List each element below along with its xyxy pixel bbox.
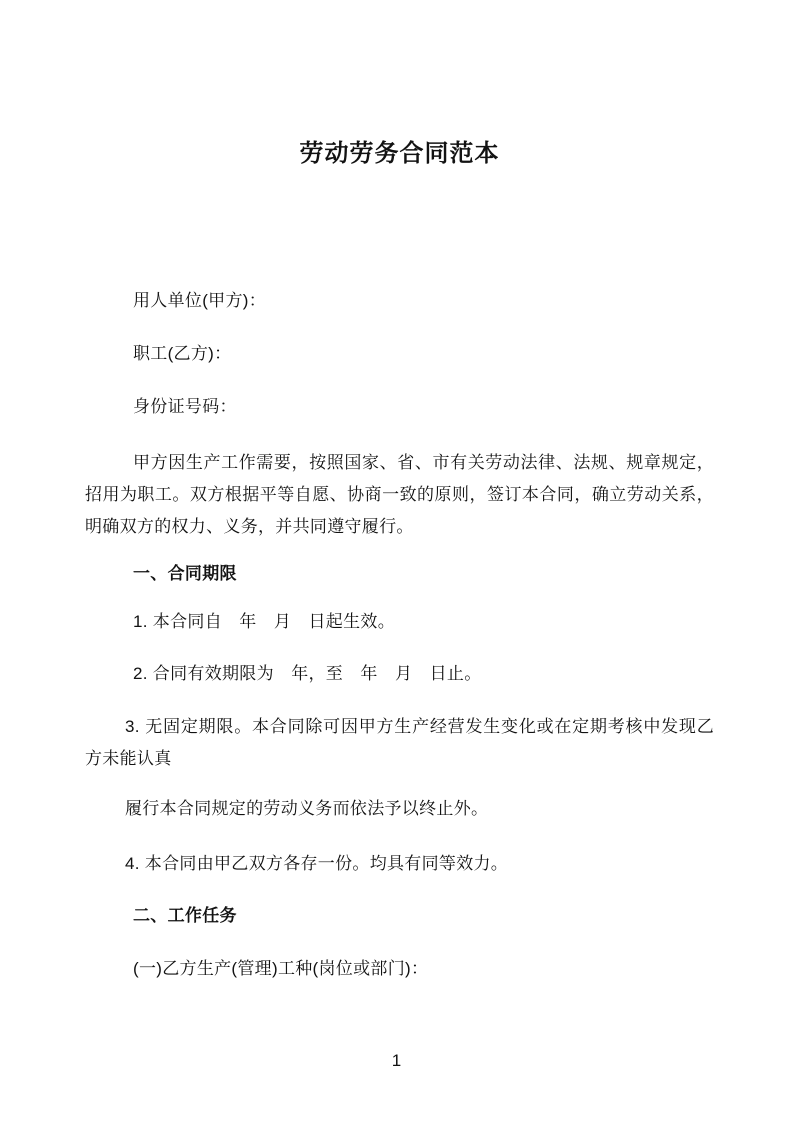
work-type-item: (一)乙方生产(管理)工种(岗位或部门)： [133,959,429,978]
contract-item-1: 1. 本合同自 年 月 日起生效。 [133,612,396,631]
contract-item-4: 4. 本合同由甲乙双方各存一份。均具有同等效力。 [125,854,509,873]
party-b-label: 职工(乙方)： [133,344,232,363]
page-number: 1 [391,1051,402,1070]
document-title: 劳动劳务合同范本 [299,140,500,167]
party-a-label: 用人单位(甲方)： [133,291,267,310]
intro-paragraph: 甲方因生产工作需要，按照国家、省、市有关劳动法律、法规、规章规定，招用为职工。双方根据平等自愿、协商一致的原则，签订本合同，确立劳动关系，明确双方的权力、义务，并共同遵守履行。 [85,453,714,536]
id-number-label: 身份证号码： [133,397,237,416]
section-1-heading: 一、合同期限 [133,564,237,583]
section-2-heading: 二、工作任务 [133,906,237,925]
contract-item-2: 2. 合同有效期限为 年，至 年 月 日止。 [133,664,482,683]
contract-item-3-continued: 履行本合同规定的劳动义务而依法予以终止外。 [125,799,489,818]
contract-item-3: 3. 无固定期限。本合同除可因甲方生产经营发生变化或在定期考核中发现乙方未能认真 [85,717,714,768]
